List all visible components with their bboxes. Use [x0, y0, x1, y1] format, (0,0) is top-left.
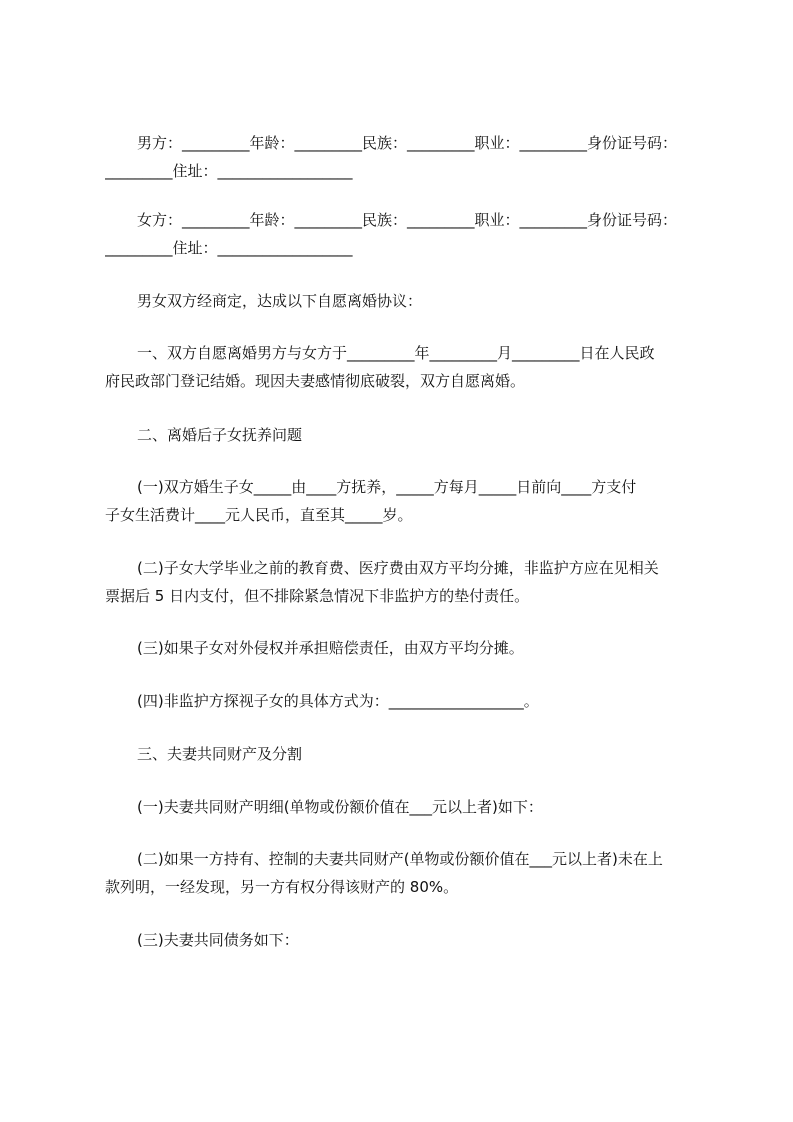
intro-line: 男女双方经商定，达成以下自愿离婚协议： [137, 292, 423, 310]
section2-item1-line-2: 子女生活费计____元人民币，直至其_____岁。 [105, 506, 413, 524]
section2-title-line: 二、离婚后子女抚养问题 [137, 426, 303, 444]
female-info-paragraph [105, 206, 705, 262]
section2-item2-line-1: (二)子女大学毕业之前的教育费、医疗费由双方平均分摊，非监护方应在见相关 [137, 559, 659, 577]
section3-title-line: 三、夫妻共同财产及分割 [137, 745, 303, 763]
female-info-line-1: 女方：_________年龄：_________民族：_________职业：_________身份证号码： [137, 211, 678, 229]
section2-item4-paragraph [105, 687, 705, 715]
section3-item2-line-2: 款列明，一经发现，另一方有权分得该财产的 80%。 [105, 878, 459, 896]
male-info-line-2: _________住址：__________________ [105, 162, 353, 180]
section3-title [105, 740, 705, 768]
section3-item1-line: (一)夫妻共同财产明细(单物或份额价值在___元以上者)如下： [137, 798, 543, 816]
section3-item1-paragraph [105, 793, 705, 821]
section3-item3-paragraph [105, 926, 705, 954]
section3-item2-line-1: (二)如果一方持有、控制的夫妻共同财产(单物或份额价值在___元以上者)未在上 [137, 850, 663, 868]
section3-item2-paragraph [105, 845, 705, 901]
section3-item3-line: (三)夫妻共同债务如下： [137, 931, 299, 949]
section2-title [105, 421, 705, 449]
section2-item2-paragraph [105, 554, 705, 610]
section2-item1-line-1: (一)双方婚生子女_____由____方抚养，_____方每月_____日前向____方支付 [137, 478, 637, 496]
section1-line-2: 府民政部门登记结婚。现因夫妻感情彻底破裂，双方自愿离婚。 [105, 372, 526, 390]
male-info-paragraph [105, 129, 705, 185]
section2-item3-line: (三)如果子女对外侵权并承担赔偿责任，由双方平均分摊。 [137, 639, 524, 657]
section1-paragraph [105, 339, 705, 395]
intro-paragraph [105, 287, 705, 315]
section2-item4-line: (四)非监护方探视子女的具体方式为：__________________。 [137, 692, 539, 710]
female-info-line-2: _________住址：__________________ [105, 239, 353, 257]
section2-item1-paragraph [105, 473, 705, 529]
section2-item2-line-2: 票据后 5 日内支付，但不排除紧急情况下非监护方的垫付责任。 [105, 587, 530, 605]
section2-item3-paragraph [105, 634, 705, 662]
male-info-line-1: 男方：_________年龄：_________民族：_________职业：_________身份证号码： [137, 134, 678, 152]
section1-line-1: 一、双方自愿离婚男方与女方于_________年_________月_________日在人民政 [137, 344, 655, 362]
